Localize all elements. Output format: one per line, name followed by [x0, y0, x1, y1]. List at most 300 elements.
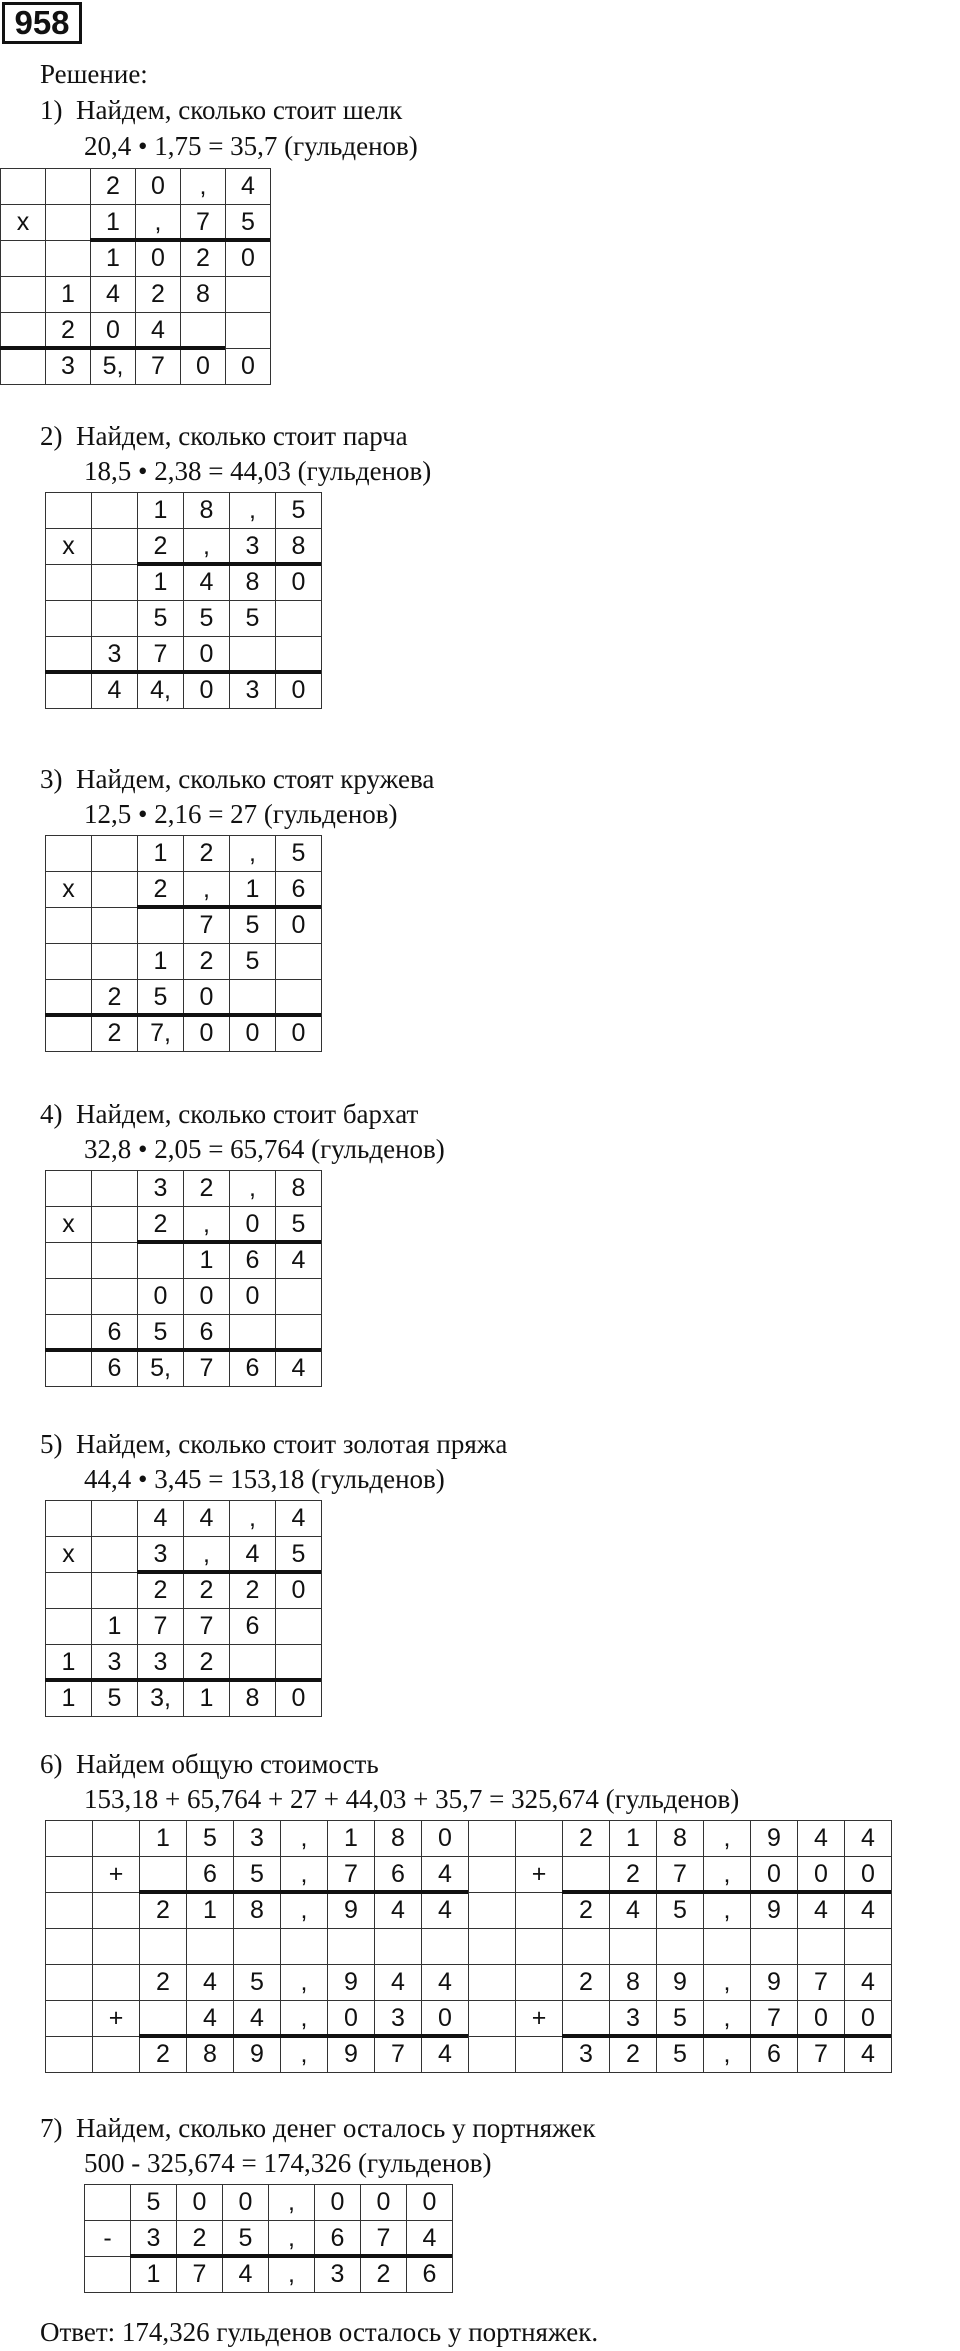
grid-cell: 2 — [181, 241, 226, 277]
grid-row — [46, 493, 322, 529]
grid-cell: , — [281, 1893, 328, 1929]
grid-cell: 0 — [230, 1207, 276, 1243]
grid-cell: 1 — [91, 205, 136, 241]
grid-cell: 2 — [563, 1965, 610, 2001]
grid-cell: 4 — [798, 1893, 845, 1929]
grid-cell: 2 — [138, 1207, 184, 1243]
sum-line — [130, 2254, 452, 2258]
grid-cell: 0 — [226, 349, 271, 385]
grid-cell: , — [704, 1857, 751, 1893]
grid-cell — [46, 241, 91, 277]
grid-cell: 9 — [751, 1893, 798, 1929]
grid-cell: 2 — [91, 169, 136, 205]
grid-cell: , — [281, 1821, 328, 1857]
sum-line — [137, 1570, 321, 1574]
grid-cell: 4 — [187, 1965, 234, 2001]
grid-cell: 5, — [91, 349, 136, 385]
grid-cell: 1 — [91, 241, 136, 277]
sum-line — [45, 670, 321, 674]
grid-cell: 0 — [184, 673, 230, 709]
grid-cell: , — [184, 529, 230, 565]
grid-cell — [92, 529, 138, 565]
grid-cell: 0 — [91, 313, 136, 349]
grid-cell: х — [46, 872, 92, 908]
step-2-title: 2) Найдем, сколько стоит парча — [40, 421, 408, 451]
grid-cell: 0 — [361, 2185, 407, 2221]
grid-cell — [46, 1573, 92, 1609]
grid-cell — [276, 1609, 322, 1645]
grid-cell: 2 — [610, 2037, 657, 2073]
grid-row — [46, 1821, 892, 1857]
grid-cell: 8 — [375, 1821, 422, 1857]
grid-cell: 0 — [184, 1279, 230, 1315]
grid-cell: , — [181, 169, 226, 205]
grid-cell — [46, 493, 92, 529]
grid-cell: 3 — [563, 2037, 610, 2073]
sum-line — [137, 905, 321, 909]
grid-cell: 6 — [375, 1857, 422, 1893]
grid-cell: 0 — [407, 2185, 453, 2221]
grid-cell: 4 — [422, 2037, 469, 2073]
grid-cell — [1, 313, 46, 349]
multiplication-grid-2 — [45, 492, 322, 709]
grid-cell — [1, 277, 46, 313]
grid-cell — [92, 493, 138, 529]
step-2-formula: 18,5 • 2,38 = 44,03 (гульденов) — [84, 456, 432, 486]
grid-cell — [226, 313, 271, 349]
grid-cell — [516, 1821, 563, 1857]
grid-row — [85, 2257, 453, 2293]
grid-cell: 4 — [422, 1893, 469, 1929]
grid-cell: 1 — [92, 1609, 138, 1645]
sum-line — [562, 1890, 891, 1894]
grid-cell: 4 — [845, 1893, 892, 1929]
grid-cell: 3 — [138, 1537, 184, 1573]
grid-cell: 4 — [184, 565, 230, 601]
grid-cell: 7 — [138, 1609, 184, 1645]
grid-cell: 8 — [181, 277, 226, 313]
grid-cell: 7 — [375, 2037, 422, 2073]
grid-cell: 3 — [138, 1645, 184, 1681]
grid-cell: , — [281, 1857, 328, 1893]
grid-cell: 9 — [751, 1965, 798, 2001]
grid-cell — [93, 1965, 140, 2001]
grid-cell: 7 — [361, 2221, 407, 2257]
grid-cell: 4 — [407, 2221, 453, 2257]
sum-line — [137, 562, 321, 566]
grid-cell: 2 — [92, 980, 138, 1016]
step-4-formula: 32,8 • 2,05 = 65,764 (гульденов) — [84, 1134, 445, 1164]
step-7-title: 7) Найдем, сколько денег осталось у портняжек — [40, 2113, 596, 2143]
grid-cell — [276, 1315, 322, 1351]
grid-cell: 2 — [136, 277, 181, 313]
grid-cell: 3 — [315, 2257, 361, 2293]
grid-cell — [46, 169, 91, 205]
grid-cell — [92, 1279, 138, 1315]
grid-cell: , — [184, 1537, 230, 1573]
grid-cell — [92, 836, 138, 872]
grid-cell — [46, 601, 92, 637]
grid-cell: 5 — [92, 1681, 138, 1717]
grid-cell: , — [281, 2037, 328, 2073]
grid-row — [46, 1207, 322, 1243]
grid-cell — [516, 2037, 563, 2073]
grid-cell — [138, 908, 184, 944]
step-6-formula: 153,18 + 65,764 + 27 + 44,03 + 35,7 = 325,674 (гульденов) — [84, 1784, 740, 1814]
grid-cell: 5 — [138, 980, 184, 1016]
grid-cell: 2 — [184, 944, 230, 980]
grid-cell: , — [704, 2037, 751, 2073]
grid-cell: 1 — [138, 565, 184, 601]
grid-cell — [46, 205, 91, 241]
grid-cell — [93, 1893, 140, 1929]
grid-row — [46, 872, 322, 908]
grid-cell: 1 — [328, 1821, 375, 1857]
grid-cell: + — [516, 2001, 563, 2037]
grid-row — [46, 1501, 322, 1537]
grid-cell: 2 — [184, 1573, 230, 1609]
grid-cell: , — [269, 2185, 315, 2221]
multiplication-grid-4 — [45, 1170, 322, 1387]
grid-row — [46, 1243, 322, 1279]
answer: Ответ: 174,326 гульденов осталось у портняжек. — [40, 2317, 599, 2347]
grid-cell: х — [1, 205, 46, 241]
grid-cell: 4 — [845, 1965, 892, 2001]
grid-cell: 0 — [181, 349, 226, 385]
grid-cell: 0 — [223, 2185, 269, 2221]
grid-row — [1, 205, 271, 241]
grid-cell: 8 — [184, 493, 230, 529]
grid-cell: 4 — [375, 1965, 422, 2001]
grid-cell: 2 — [184, 1171, 230, 1207]
grid-cell — [226, 277, 271, 313]
grid-cell: 5 — [230, 908, 276, 944]
grid-row — [46, 1681, 322, 1717]
grid-cell — [46, 1965, 93, 2001]
grid-row — [46, 1645, 322, 1681]
grid-cell: + — [93, 2001, 140, 2037]
sum-line — [139, 2034, 468, 2038]
grid-cell — [46, 2001, 93, 2037]
grid-row — [46, 1171, 322, 1207]
grid-cell — [516, 1965, 563, 2001]
grid-cell: + — [93, 1857, 140, 1893]
grid-row — [46, 601, 322, 637]
grid-cell: 4 — [230, 1537, 276, 1573]
grid-cell: 7 — [177, 2257, 223, 2293]
grid-cell: 2 — [138, 1573, 184, 1609]
grid-row — [46, 1857, 892, 1893]
grid-cell — [93, 1821, 140, 1857]
grid-cell: 7 — [184, 908, 230, 944]
grid-cell: 0 — [138, 1279, 184, 1315]
grid-cell: 3 — [92, 637, 138, 673]
grid-cell — [187, 1929, 234, 1965]
grid-cell: , — [184, 1207, 230, 1243]
grid-cell — [46, 1857, 93, 1893]
grid-cell: 4 — [138, 1501, 184, 1537]
grid-cell — [1, 349, 46, 385]
grid-cell: х — [46, 529, 92, 565]
grid-cell: 9 — [328, 2037, 375, 2073]
subtraction-grid — [84, 2184, 453, 2293]
grid-cell — [181, 313, 226, 349]
grid-cell: , — [704, 1893, 751, 1929]
grid-cell — [140, 1929, 187, 1965]
grid-cell: , — [136, 205, 181, 241]
grid-cell: 2 — [140, 1965, 187, 2001]
grid-cell: 0 — [845, 2001, 892, 2037]
grid-cell: , — [230, 836, 276, 872]
grid-cell: 2 — [563, 1893, 610, 1929]
grid-cell: 7 — [657, 1857, 704, 1893]
grid-cell — [469, 1893, 516, 1929]
grid-cell: 1 — [138, 944, 184, 980]
grid-cell: 5 — [187, 1821, 234, 1857]
grid-cell: 7 — [328, 1857, 375, 1893]
grid-cell — [281, 1929, 328, 1965]
grid-cell: 1 — [138, 493, 184, 529]
grid-cell: 4 — [845, 2037, 892, 2073]
grid-cell — [1, 169, 46, 205]
grid-cell: 3 — [230, 529, 276, 565]
grid-cell: , — [230, 1171, 276, 1207]
grid-cell — [85, 2257, 131, 2293]
grid-cell: 4 — [187, 2001, 234, 2037]
grid-row — [46, 980, 322, 1016]
grid-cell — [230, 1315, 276, 1351]
grid-cell: 0 — [276, 908, 322, 944]
grid-row — [46, 1929, 892, 1965]
grid-cell: х — [46, 1537, 92, 1573]
grid-cell — [230, 637, 276, 673]
grid-cell: 8 — [230, 565, 276, 601]
grid-cell: 5 — [223, 2221, 269, 2257]
grid-cell — [1, 241, 46, 277]
solution-label: Решение: — [40, 59, 148, 89]
grid-cell: , — [269, 2221, 315, 2257]
grid-cell: 1 — [184, 1681, 230, 1717]
sum-line — [562, 2034, 891, 2038]
grid-cell: 9 — [234, 2037, 281, 2073]
grid-cell: , — [704, 2001, 751, 2037]
grid-cell: 5 — [276, 1207, 322, 1243]
grid-cell — [93, 2037, 140, 2073]
grid-cell: 2 — [230, 1573, 276, 1609]
sum-line — [45, 1678, 321, 1682]
sum-line — [90, 238, 270, 242]
grid-cell — [46, 1351, 92, 1387]
grid-cell — [798, 1929, 845, 1965]
grid-cell: 0 — [751, 1857, 798, 1893]
grid-cell: х — [46, 1207, 92, 1243]
grid-cell: 5 — [657, 2037, 704, 2073]
step-4-title: 4) Найдем, сколько стоит бархат — [40, 1099, 419, 1129]
grid-cell — [140, 2001, 187, 2037]
grid-cell: 1 — [230, 872, 276, 908]
step-3-formula: 12,5 • 2,16 = 27 (гульденов) — [84, 799, 398, 829]
grid-cell: 2 — [140, 1893, 187, 1929]
grid-cell: 7 — [798, 1965, 845, 2001]
grid-cell: 6 — [276, 872, 322, 908]
grid-cell: 5 — [234, 1857, 281, 1893]
grid-cell: 5 — [234, 1965, 281, 2001]
grid-cell — [46, 1821, 93, 1857]
step-1-title: 1) Найдем, сколько стоит шелк — [40, 95, 403, 125]
grid-row — [46, 1609, 322, 1645]
grid-row — [46, 2037, 892, 2073]
grid-row — [46, 1016, 322, 1052]
grid-cell: 5 — [657, 1893, 704, 1929]
grid-cell: 0 — [798, 2001, 845, 2037]
grid-cell — [516, 1893, 563, 1929]
grid-cell — [92, 1501, 138, 1537]
grid-cell — [276, 944, 322, 980]
grid-cell — [92, 944, 138, 980]
grid-cell — [375, 1929, 422, 1965]
grid-cell: , — [704, 1965, 751, 2001]
grid-cell: 3 — [610, 2001, 657, 2037]
grid-cell: 5 — [276, 493, 322, 529]
grid-cell — [92, 1537, 138, 1573]
grid-cell — [46, 1171, 92, 1207]
grid-cell — [46, 980, 92, 1016]
grid-cell — [46, 1243, 92, 1279]
grid-cell: 6 — [230, 1243, 276, 1279]
grid-cell: 2 — [138, 872, 184, 908]
grid-row — [85, 2221, 453, 2257]
grid-cell: 3 — [375, 2001, 422, 2037]
grid-cell: 0 — [845, 1857, 892, 1893]
grid-cell: , — [184, 872, 230, 908]
grid-cell: 1 — [131, 2257, 177, 2293]
grid-cell: 7 — [798, 2037, 845, 2073]
grid-cell — [610, 1929, 657, 1965]
grid-cell — [657, 1929, 704, 1965]
grid-cell — [85, 2185, 131, 2221]
sum-line — [137, 1240, 321, 1244]
grid-cell: , — [230, 1501, 276, 1537]
grid-cell — [46, 1893, 93, 1929]
grid-cell — [469, 1965, 516, 2001]
grid-cell: 4 — [422, 1857, 469, 1893]
grid-cell: 7 — [184, 1351, 230, 1387]
grid-row — [46, 908, 322, 944]
grid-cell: 6 — [187, 1857, 234, 1893]
grid-row — [46, 1279, 322, 1315]
grid-cell: 7 — [181, 205, 226, 241]
grid-cell — [46, 1501, 92, 1537]
grid-cell: 5 — [230, 601, 276, 637]
grid-cell — [46, 637, 92, 673]
grid-cell: 0 — [136, 241, 181, 277]
grid-cell: 0 — [422, 1821, 469, 1857]
grid-cell: 2 — [177, 2221, 223, 2257]
grid-row — [46, 637, 322, 673]
grid-cell: 2 — [46, 313, 91, 349]
grid-cell: 4 — [375, 1893, 422, 1929]
multiplication-grid-3 — [45, 835, 322, 1052]
grid-cell: 0 — [276, 1681, 322, 1717]
grid-cell — [276, 1279, 322, 1315]
grid-cell: 8 — [187, 2037, 234, 2073]
step-6-title: 6) Найдем общую стоимость — [40, 1749, 379, 1779]
grid-cell: 1 — [46, 277, 91, 313]
grid-cell — [276, 1645, 322, 1681]
grid-cell — [93, 1929, 140, 1965]
grid-cell: 2 — [92, 1016, 138, 1052]
grid-cell: 9 — [751, 1821, 798, 1857]
grid-cell: 4 — [91, 277, 136, 313]
grid-cell: 1 — [140, 1821, 187, 1857]
grid-cell: 3 — [46, 349, 91, 385]
grid-cell: 0 — [422, 2001, 469, 2037]
step-5-title: 5) Найдем, сколько стоит золотая пряжа — [40, 1429, 508, 1459]
grid-cell — [92, 1243, 138, 1279]
grid-cell: 0 — [177, 2185, 223, 2221]
grid-cell — [92, 1171, 138, 1207]
grid-cell: 4 — [276, 1351, 322, 1387]
grid-cell: 0 — [230, 1279, 276, 1315]
grid-row — [46, 1893, 892, 1929]
step-5-formula: 44,4 • 3,45 = 153,18 (гульденов) — [84, 1464, 445, 1494]
grid-cell: 1 — [46, 1681, 92, 1717]
grid-cell: 3 — [138, 1171, 184, 1207]
grid-cell: 8 — [276, 1171, 322, 1207]
grid-cell: 2 — [140, 2037, 187, 2073]
grid-row — [46, 1537, 322, 1573]
grid-cell: 0 — [276, 1573, 322, 1609]
grid-cell: 1 — [610, 1821, 657, 1857]
grid-cell — [92, 1207, 138, 1243]
grid-cell: , — [269, 2257, 315, 2293]
grid-cell — [230, 980, 276, 1016]
grid-cell: 4 — [276, 1243, 322, 1279]
grid-cell — [92, 908, 138, 944]
grid-cell: 4 — [798, 1821, 845, 1857]
grid-cell: 2 — [184, 1645, 230, 1681]
grid-cell — [92, 1573, 138, 1609]
grid-cell: 4 — [234, 2001, 281, 2037]
grid-cell: 5 — [138, 601, 184, 637]
grid-cell — [46, 908, 92, 944]
grid-cell: 3 — [234, 1821, 281, 1857]
grid-cell: 0 — [276, 673, 322, 709]
grid-cell — [845, 1929, 892, 1965]
grid-cell — [46, 944, 92, 980]
grid-cell — [563, 1857, 610, 1893]
problem-number: 958 — [2, 2, 82, 44]
grid-cell: 3 — [131, 2221, 177, 2257]
grid-cell: 4, — [138, 673, 184, 709]
grid-row — [1, 313, 271, 349]
grid-cell — [230, 1645, 276, 1681]
grid-cell: 1 — [138, 836, 184, 872]
grid-cell — [469, 2001, 516, 2037]
grid-cell: 0 — [226, 241, 271, 277]
grid-cell: 4 — [276, 1501, 322, 1537]
grid-row — [1, 169, 271, 205]
grid-cell — [46, 1609, 92, 1645]
grid-cell: , — [230, 493, 276, 529]
grid-cell: 0 — [184, 637, 230, 673]
grid-cell: 8 — [610, 1965, 657, 2001]
grid-cell: 0 — [276, 565, 322, 601]
grid-cell: 5 — [184, 601, 230, 637]
grid-cell: 1 — [46, 1645, 92, 1681]
grid-row — [46, 565, 322, 601]
grid-cell: 0 — [276, 1016, 322, 1052]
